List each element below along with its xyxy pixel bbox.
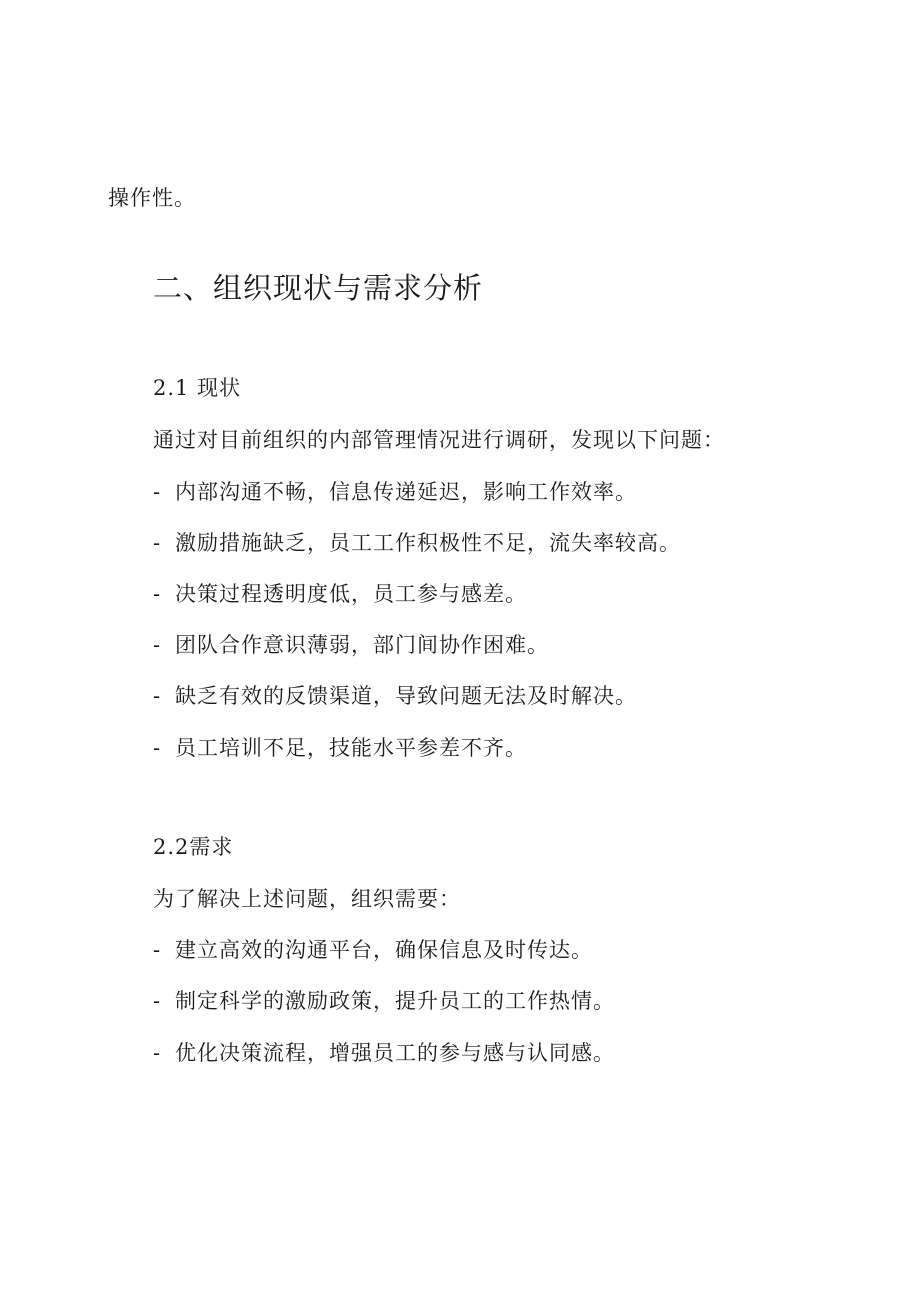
status-item	[153, 630, 549, 660]
bullet-marker: -	[153, 684, 162, 708]
bullet-marker: -	[153, 1041, 162, 1065]
needs-item-text: 优化决策流程，增强员工的参与感与认同感。	[175, 1041, 615, 1065]
status-item-text: 员工培训不足，技能水平参差不齐。	[175, 736, 527, 760]
needs-item-text: 建立高效的沟通平台，确保信息及时传达。	[175, 938, 593, 962]
needs-heading: 2.2需求	[153, 835, 234, 859]
bullet-marker: -	[153, 736, 162, 760]
status-intro: 通过对目前组织的内部管理情况进行调研，发现以下问题：	[153, 428, 725, 452]
status-item	[153, 681, 637, 711]
needs-item-text: 制定科学的激励政策，提升员工的工作热情。	[175, 989, 615, 1013]
bullet-marker: -	[153, 480, 162, 504]
needs-intro: 为了解决上述问题，组织需要：	[153, 887, 461, 911]
status-item	[153, 477, 637, 507]
status-item-text: 决策过程透明度低，员工参与感差。	[175, 582, 527, 606]
continuation-text: 操作性。	[108, 186, 196, 210]
bullet-marker: -	[153, 989, 162, 1013]
bullet-marker: -	[153, 582, 162, 606]
status-item	[153, 579, 527, 609]
bullet-marker: -	[153, 938, 162, 962]
bullet-marker: -	[153, 633, 162, 657]
status-item	[153, 528, 681, 558]
status-item-text: 激励措施缺乏，员工工作积极性不足，流失率较高。	[175, 531, 681, 555]
status-item	[153, 733, 527, 763]
bullet-marker: -	[153, 531, 162, 555]
needs-item	[153, 935, 593, 965]
status-item-text: 团队合作意识薄弱，部门间协作困难。	[175, 633, 549, 657]
status-heading: 2.1 现状	[153, 376, 242, 400]
needs-item	[153, 986, 615, 1016]
status-item-text: 内部沟通不畅，信息传递延迟，影响工作效率。	[175, 480, 637, 504]
section-title: 二、组织现状与需求分析	[153, 271, 484, 305]
needs-item	[153, 1038, 615, 1068]
status-item-text: 缺乏有效的反馈渠道，导致问题无法及时解决。	[175, 684, 637, 708]
